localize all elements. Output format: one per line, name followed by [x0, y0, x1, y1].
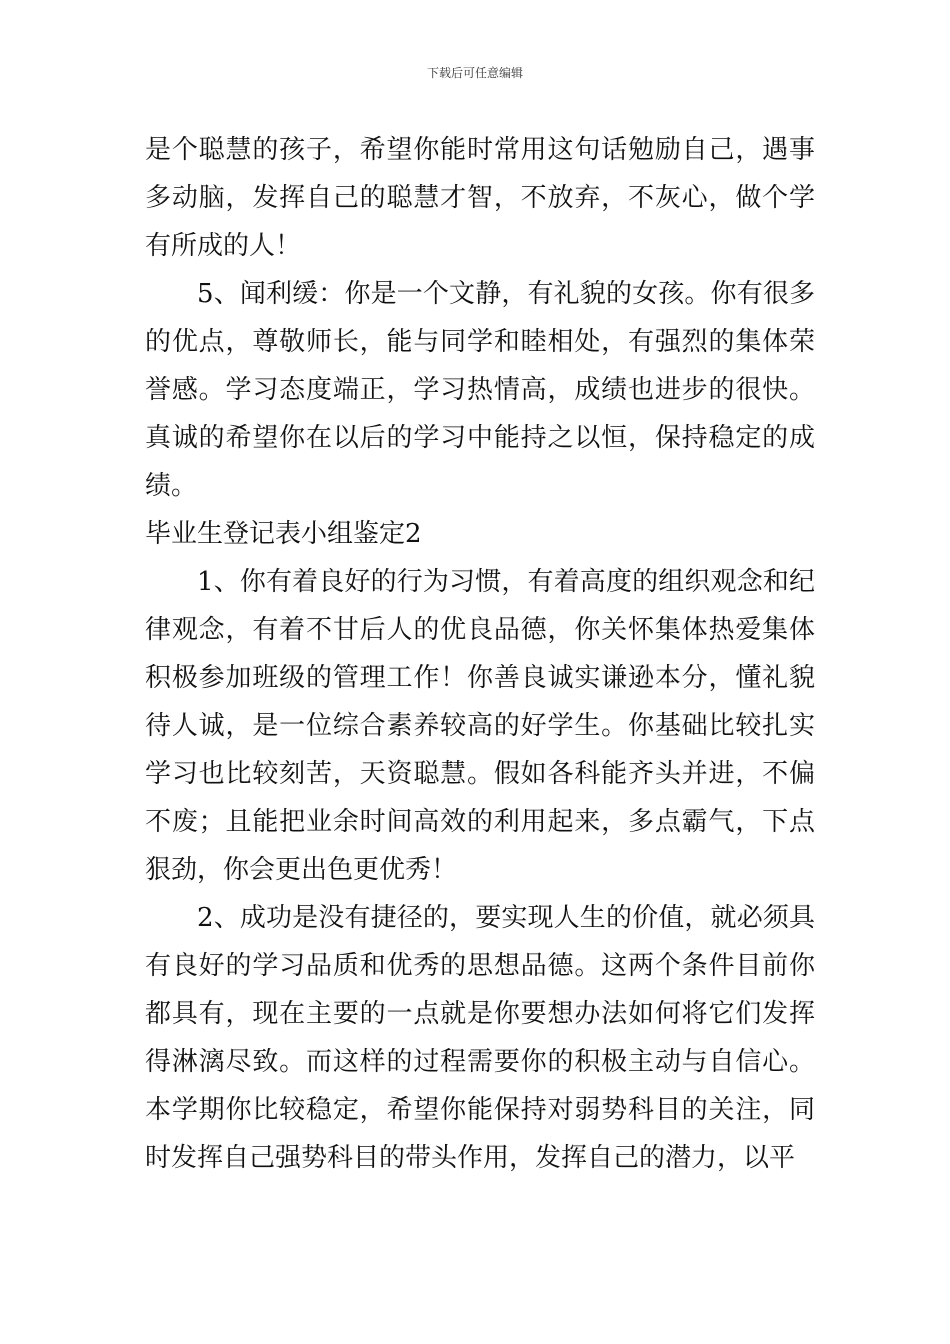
section-heading: 毕业生登记表小组鉴定2	[145, 519, 422, 549]
paragraph-item-2: 2、成功是没有捷径的，要实现人生的价值，就必须具有良好的学习品质和优秀的思想品德。这两个条件目前你都具有，现在主要的一点就是你要想办法如何将它们发挥得淋漓尽致。而这样的过程需要你的积极主动与自信心。本学期你比较稳定，希望你能保持对弱势科目的关注，同时发挥自己强势科目的带头作用，发挥自己的潜力，以平	[145, 903, 815, 1173]
paragraph-continuation: 是个聪慧的孩子，希望你能时常用这句话勉励自己，遇事多动脑，发挥自己的聪慧才智，不放弃，不灰心，做个学有所成的人！	[145, 135, 815, 261]
page-header-note: 下载后可任意编辑	[426, 66, 523, 80]
document-body	[145, 126, 815, 1182]
paragraph-item-1: 1、你有着良好的行为习惯，有着高度的组织观念和纪律观念，有着不甘后人的优良品德，你关怀集体热爱集体积极参加班级的管理工作！你善良诚实谦逊本分，懂礼貌待人诚，是一位综合素养较高的好学生。你基础比较扎实学习也比较刻苦，天资聪慧。假如各科能齐头并进，不偏不废；且能把业余时间高效的利用起来，多点霸气，下点狠劲，你会更出色更优秀！	[145, 567, 815, 885]
paragraph-item-5: 5、闻利缓：你是一个文静，有礼貌的女孩。你有很多的优点，尊敬师长，能与同学和睦相处，有强烈的集体荣誉感。学习态度端正，学习热情高，成绩也进步的很快。真诚的希望你在以后的学习中能持之以恒，保持稳定的成绩。	[145, 279, 815, 501]
